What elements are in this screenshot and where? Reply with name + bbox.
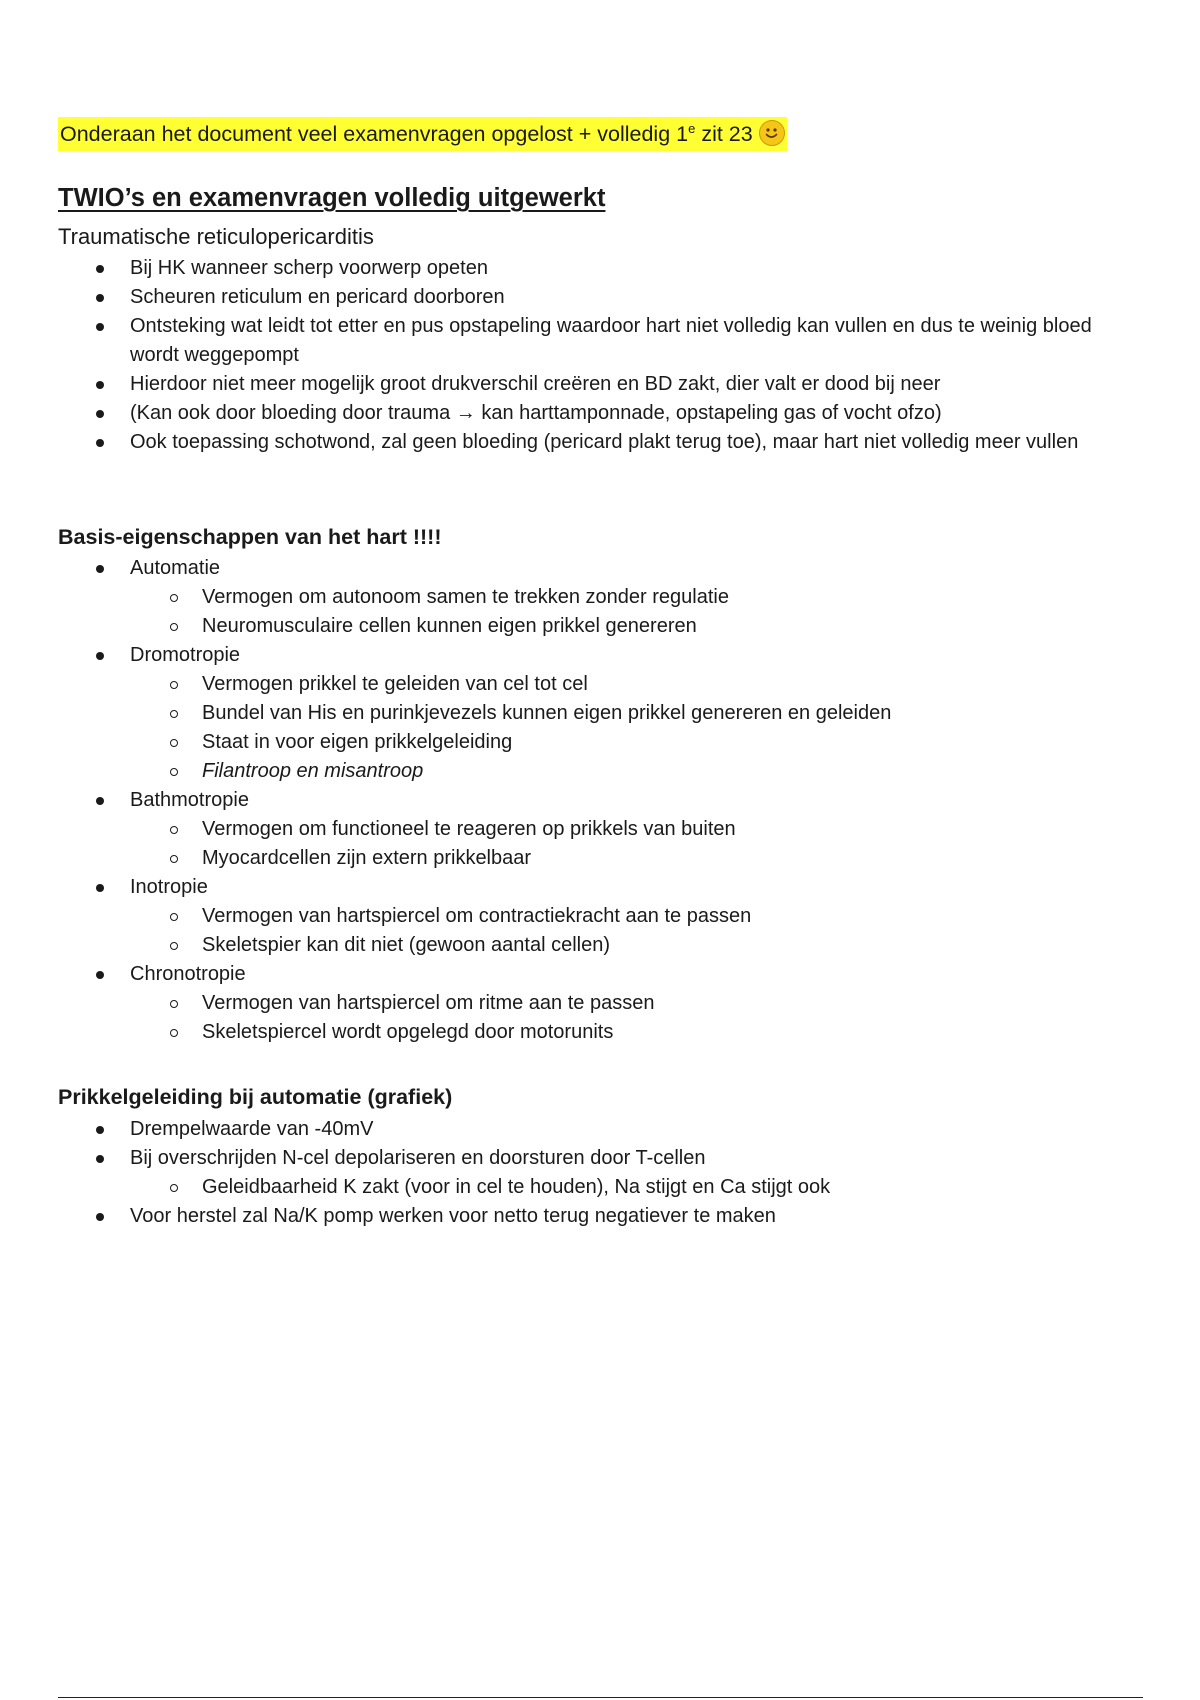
sub-list-item: Vermogen prikkel te geleiden van cel tot cel (58, 670, 1143, 699)
banner-superscript: e (688, 121, 696, 136)
sub-list-item: Bundel van His en purinkjevezels kunnen eigen prikkel genereren en geleiden (58, 699, 1143, 728)
sub-list-item: Filantroop en misantroop (58, 757, 1143, 786)
sub-list-item: Skeletspiercel wordt opgelegd door motorunits (58, 1018, 1143, 1047)
list-item: Automatie (58, 554, 1143, 583)
section-heading-basis: Basis-eigenschappen van het hart !!!! (58, 525, 442, 549)
list-item: Inotropie (58, 873, 1143, 902)
list-item: Scheuren reticulum en pericard doorboren (58, 283, 1143, 312)
section-heading-prikkelgeleiding: Prikkelgeleiding bij automatie (grafiek) (58, 1085, 453, 1109)
section-subtitle: Traumatische reticulopericarditis (58, 224, 374, 249)
list-item: Hierdoor niet meer mogelijk groot drukverschil creëren en BD zakt, dier valt er dood bij neer (58, 370, 1143, 399)
banner-text-end: zit 23 (695, 122, 753, 146)
sub-list-item: Staat in voor eigen prikkelgeleiding (58, 728, 1143, 757)
page-bottom-divider (58, 1697, 1143, 1698)
page-title: TWIO’s en examenvragen volledig uitgewerkt (58, 184, 606, 212)
basis-eigenschappen-list (58, 554, 1143, 1047)
list-item: Voor herstel zal Na/K pomp werken voor netto terug negatiever te maken (58, 1202, 1143, 1231)
sub-list-item: Geleidbaarheid K zakt (voor in cel te houden), Na stijgt en Ca stijgt ook (58, 1173, 1143, 1202)
reticulopericarditis-list (58, 254, 1143, 457)
sub-list-item: Skeletspier kan dit niet (gewoon aantal cellen) (58, 931, 1143, 960)
list-item: Dromotropie (58, 641, 1143, 670)
list-item: Ook toepassing schotwond, zal geen bloeding (pericard plakt terug toe), maar hart niet volledig meer vullen (58, 428, 1143, 457)
list-item: (Kan ook door bloeding door trauma → kan harttamponnade, opstapeling gas of vocht ofzo) (58, 399, 1143, 428)
list-item: Ontsteking wat leidt tot etter en pus opstapeling waardoor hart niet volledig kan vullen en dus te weinig bloed wordt weggepompt (58, 312, 1143, 370)
smiley-face-icon (759, 120, 785, 146)
prikkelgeleiding-list (58, 1115, 1143, 1231)
sub-list-item: Vermogen om autonoom samen te trekken zonder regulatie (58, 583, 1143, 612)
sub-list-item: Myocardcellen zijn extern prikkelbaar (58, 844, 1143, 873)
sub-list-item: Vermogen van hartspiercel om contractiekracht aan te passen (58, 902, 1143, 931)
list-item: Bathmotropie (58, 786, 1143, 815)
list-item: Bij overschrijden N-cel depolariseren en doorsturen door T-cellen (58, 1144, 1143, 1173)
sub-list-item: Neuromusculaire cellen kunnen eigen prikkel genereren (58, 612, 1143, 641)
sub-list-item: Vermogen van hartspiercel om ritme aan te passen (58, 989, 1143, 1018)
banner-text: Onderaan het document veel examenvragen opgelost + volledig 1 (60, 122, 689, 146)
highlight-banner (58, 117, 787, 151)
list-item: Chronotropie (58, 960, 1143, 989)
list-item: Bij HK wanneer scherp voorwerp opeten (58, 254, 1143, 283)
sub-list-item: Vermogen om functioneel te reageren op prikkels van buiten (58, 815, 1143, 844)
list-item: Drempelwaarde van -40mV (58, 1115, 1143, 1144)
